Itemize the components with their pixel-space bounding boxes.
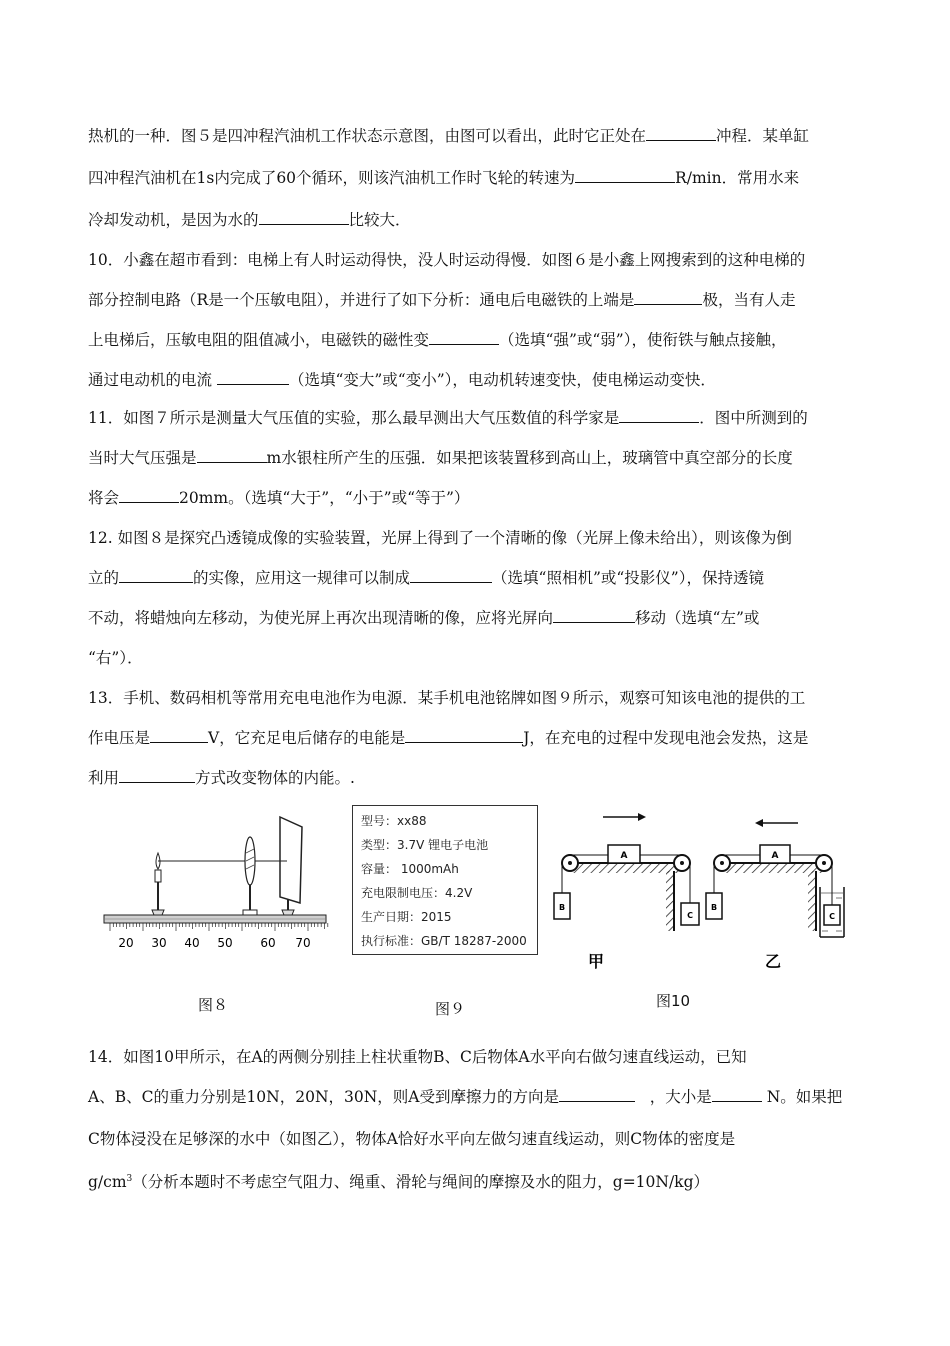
blank[interactable] xyxy=(405,728,523,743)
block-b-label: B xyxy=(558,903,566,912)
blank[interactable] xyxy=(259,210,349,225)
q13-line-1: 13．手机、数码相机等常用充电电池作为电源．某手机电池铭牌如图９所示，观察可知该电池的提供的工 xyxy=(88,689,806,707)
label-line: 充电限制电压：4.2V xyxy=(361,886,473,900)
figure-10-caption: 图10 xyxy=(656,992,691,1010)
scale-ticks xyxy=(110,923,328,931)
q13-line-3: 利用 方式改变物体的内能。. xyxy=(88,769,355,787)
tick-label: 20 xyxy=(118,936,134,950)
blank[interactable] xyxy=(559,1087,635,1102)
blank[interactable] xyxy=(575,168,675,183)
tick-label: 30 xyxy=(151,936,167,950)
blank[interactable] xyxy=(119,488,179,503)
q12-line-4: “右”）． xyxy=(88,649,143,667)
q14-line-4: $g/cm^3$（分析本题时不考虑空气阻力、绳重、滑轮与绳间的摩擦及水的阻力，g=10N/kg） xyxy=(88,1173,709,1192)
q10-line-4: 通过电动机的电流 （选填“变大”或“变小”），电动机转速变快，使电梯运动变快． xyxy=(88,371,716,389)
blank[interactable] xyxy=(217,370,289,385)
block-a-label: A xyxy=(771,851,779,861)
blank[interactable] xyxy=(619,408,699,423)
q10-line-1: 10．小鑫在超市看到：电梯上有人时运动得快，没人时运动得慢．如图６是小鑫上网搜索到的这种电梯的 xyxy=(88,251,806,269)
blank[interactable] xyxy=(712,1087,762,1102)
q12-line-2: 立的 的实像，应用这一规律可以制成 （选填“照相机”或“投影仪”），保持透镜 xyxy=(88,569,764,587)
blank[interactable] xyxy=(553,608,635,623)
figure-8-optical-bench xyxy=(100,815,330,955)
blank[interactable] xyxy=(119,568,193,583)
block-b-label: B xyxy=(710,903,718,912)
q9-line-2: 四冲程汽油机在1s内完成了60个循环，则该汽油机工作时飞轮的转速为 R/min．常用水来 xyxy=(88,169,800,187)
tick-label: 70 xyxy=(295,936,311,950)
blank[interactable] xyxy=(429,330,499,345)
blank[interactable] xyxy=(634,290,702,305)
blank[interactable] xyxy=(410,568,492,583)
label-line: 执行标准：GB/T 18287-2000 xyxy=(361,934,527,948)
q9-line-3: 冷却发动机，是因为水的 比较大． xyxy=(88,211,411,229)
q11-line-2: 当时大气压强是 m水银柱所产生的压强．如果把该装置移到高山上，玻璃管中真空部分的长度 xyxy=(88,449,793,467)
label-yi: 乙 xyxy=(764,952,782,971)
blank[interactable] xyxy=(150,728,208,743)
q14-line-1: 14．如图10甲所示，在A的两侧分别挂上柱状重物B、C后物体A水平向右做匀速直线运动，已知 xyxy=(88,1048,747,1066)
figure-8-caption: 图８ xyxy=(198,996,229,1014)
q13-line-2: 作电压是 V，它充足电后储存的电能是 J，在充电的过程中发现电池会发热，这是 xyxy=(88,729,809,747)
tick-label: 50 xyxy=(217,936,233,950)
block-c-label: C xyxy=(687,911,693,920)
q10-line-3: 上电梯后，压敏电阻的阻值减小，电磁铁的磁性变 （选填“强”或“弱”），使衔铁与触点接触， xyxy=(88,331,787,349)
q9-line-1: 热机的一种．图５是四冲程汽油机工作状态示意图，由图可以看出，此时它正处在 冲程．某单缸 xyxy=(88,127,810,145)
block-c-label: C xyxy=(829,912,835,921)
blank[interactable] xyxy=(119,768,195,783)
figure-10-pulley-systems xyxy=(548,805,848,980)
blank[interactable] xyxy=(197,448,267,463)
q14-line-3: C物体浸没在足够深的水中（如图乙），物体A恰好水平向左做匀速直线运动，则C物体的密度是 xyxy=(88,1130,736,1148)
q10-line-2: 部分控制电路（R是一个压敏电阻），并进行了如下分析：通电后电磁铁的上端是 极，当有人走 xyxy=(88,291,796,309)
blank[interactable] xyxy=(646,126,716,141)
label-line: 容量： 1000mAh xyxy=(361,862,459,876)
label-line: 生产日期：2015 xyxy=(361,910,452,924)
q11-line-3: 将会 20mm。（选填“大于”，“小于”或“等于”） xyxy=(88,489,470,507)
label-jia: 甲 xyxy=(587,952,605,971)
tick-label: 60 xyxy=(260,936,276,950)
figure-9-battery-label xyxy=(352,805,538,955)
q11-line-1: 11．如图７所示是测量大气压值的实验，那么最早测出大气压数值的科学家是 ．图中所测到的 xyxy=(88,409,808,427)
q12-line-3: 不动，将蜡烛向左移动，为使光屏上再次出现清晰的像，应将光屏向 移动（选填“左”或 xyxy=(88,609,760,627)
q12-line-1: 12. 如图８是探究凸透镜成像的实验装置，光屏上得到了一个清晰的像（光屏上像未给出），则该像为倒 xyxy=(88,529,792,547)
tick-label: 40 xyxy=(184,936,200,950)
block-a-label: A xyxy=(620,851,628,861)
q14-line-2: A、B、C的重力分别是10N，20N，30N，则A受到摩擦力的方向是 ，大小是 N。如果把 xyxy=(88,1088,843,1106)
figure-9-caption: 图９ xyxy=(435,1000,466,1018)
label-line: 型号：xx88 xyxy=(361,814,427,828)
label-line: 类型：3.7V 锂电子电池 xyxy=(361,838,489,852)
